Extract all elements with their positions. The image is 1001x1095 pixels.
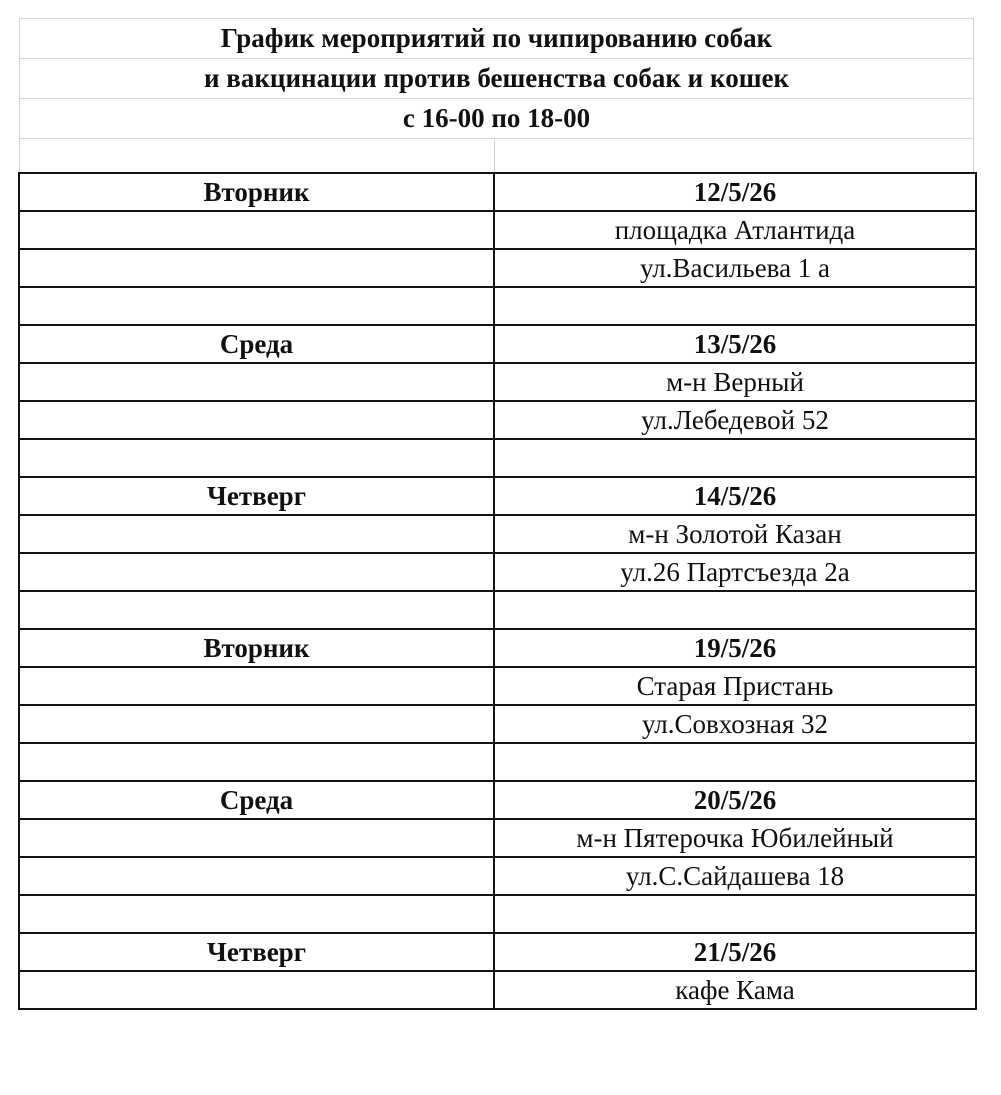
day-cell xyxy=(19,287,494,325)
date-cell: 12/5/26 xyxy=(494,173,976,211)
day-cell xyxy=(19,819,494,857)
schedule-place-row xyxy=(19,211,976,249)
day-cell xyxy=(19,857,494,895)
day-cell: Вторник xyxy=(19,173,494,211)
info-cell: ул.Совхозная 32 xyxy=(494,705,976,743)
date-cell: 14/5/26 xyxy=(494,477,976,515)
header-title-line-2: и вакцинации против бешенства собак и кошек xyxy=(19,58,974,98)
date-cell: 19/5/26 xyxy=(494,629,976,667)
schedule-address-row xyxy=(19,553,976,591)
day-cell xyxy=(19,591,494,629)
header-time-range: с 16-00 по 18-00 xyxy=(19,98,974,138)
day-cell xyxy=(19,515,494,553)
date-cell: 21/5/26 xyxy=(494,933,976,971)
day-cell: Среда xyxy=(19,781,494,819)
schedule-empty-row xyxy=(19,287,976,325)
header-spacer-row xyxy=(19,138,974,172)
schedule-day-row xyxy=(19,629,976,667)
day-cell xyxy=(19,667,494,705)
schedule-address-row xyxy=(19,401,976,439)
schedule-empty-row xyxy=(19,439,976,477)
schedule-day-row xyxy=(19,933,976,971)
schedule-day-row xyxy=(19,477,976,515)
info-cell: м-н Верный xyxy=(494,363,976,401)
day-cell xyxy=(19,211,494,249)
date-cell: 13/5/26 xyxy=(494,325,976,363)
info-cell xyxy=(494,439,976,477)
schedule-address-row xyxy=(19,249,976,287)
day-cell xyxy=(19,705,494,743)
schedule-address-row xyxy=(19,705,976,743)
day-cell xyxy=(19,553,494,591)
schedule-empty-row xyxy=(19,895,976,933)
date-cell: 20/5/26 xyxy=(494,781,976,819)
schedule-day-row xyxy=(19,781,976,819)
day-cell: Вторник xyxy=(19,629,494,667)
schedule-day-row xyxy=(19,325,976,363)
day-cell xyxy=(19,743,494,781)
day-cell xyxy=(19,363,494,401)
info-cell xyxy=(494,591,976,629)
day-cell xyxy=(19,401,494,439)
day-cell: Четверг xyxy=(19,933,494,971)
schedule-header xyxy=(19,18,974,172)
header-title-line-1: График мероприятий по чипированию собак xyxy=(19,18,974,58)
day-cell: Среда xyxy=(19,325,494,363)
day-cell xyxy=(19,971,494,1009)
schedule-day-row xyxy=(19,173,976,211)
day-cell xyxy=(19,439,494,477)
info-cell: кафе Кама xyxy=(494,971,976,1009)
info-cell: ул.Лебедевой 52 xyxy=(494,401,976,439)
schedule-place-row xyxy=(19,667,976,705)
schedule-place-row xyxy=(19,819,976,857)
info-cell: площадка Атлантида xyxy=(494,211,976,249)
info-cell xyxy=(494,287,976,325)
schedule-place-row xyxy=(19,971,976,1009)
info-cell xyxy=(494,743,976,781)
schedule-table xyxy=(18,172,977,1010)
info-cell: ул.Васильева 1 а xyxy=(494,249,976,287)
schedule-table-body xyxy=(19,173,976,1009)
info-cell: м-н Золотой Казан xyxy=(494,515,976,553)
info-cell xyxy=(494,895,976,933)
info-cell: ул.С.Сайдашева 18 xyxy=(494,857,976,895)
schedule-place-row xyxy=(19,515,976,553)
day-cell xyxy=(19,895,494,933)
schedule-empty-row xyxy=(19,591,976,629)
info-cell: ул.26 Партсъезда 2а xyxy=(494,553,976,591)
day-cell xyxy=(19,249,494,287)
schedule-empty-row xyxy=(19,743,976,781)
day-cell: Четверг xyxy=(19,477,494,515)
schedule-place-row xyxy=(19,363,976,401)
info-cell: Старая Пристань xyxy=(494,667,976,705)
info-cell: м-н Пятерочка Юбилейный xyxy=(494,819,976,857)
schedule-address-row xyxy=(19,857,976,895)
